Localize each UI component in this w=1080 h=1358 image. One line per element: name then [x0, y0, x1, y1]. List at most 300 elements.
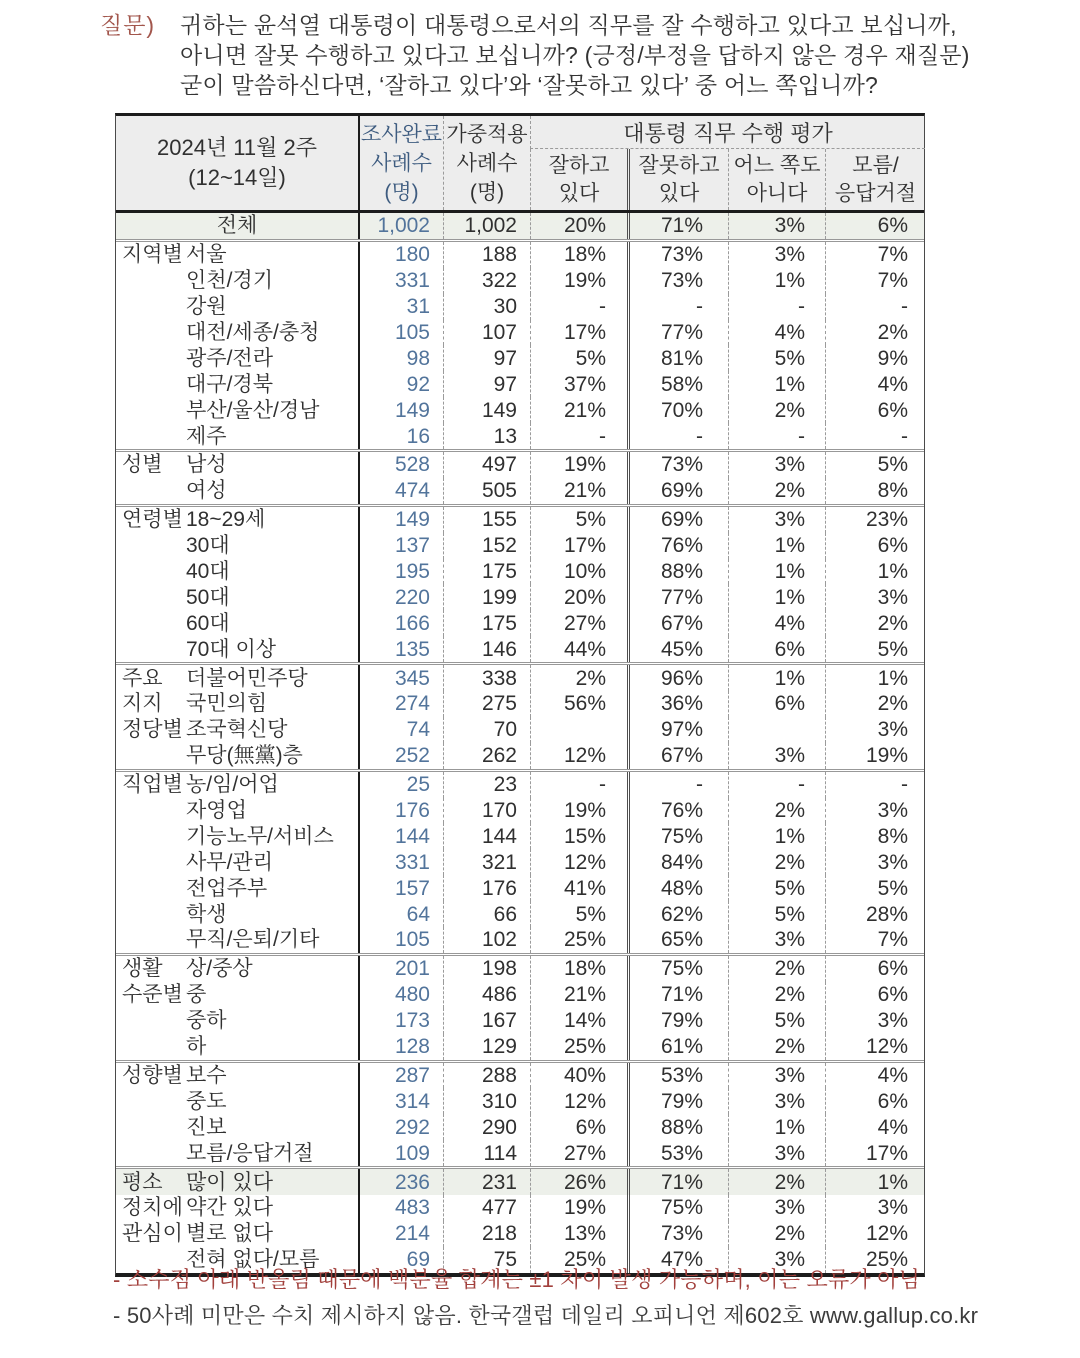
cell-neither: 1% — [728, 533, 825, 559]
group-label: 성별 — [122, 453, 163, 477]
row-label-cell — [116, 823, 358, 849]
header-completed-cases: 조사완료 사례수 (명) — [358, 116, 443, 210]
cell-approve: - — [530, 294, 627, 320]
row-label: 18~29세 — [186, 508, 266, 532]
cell-approve: 12% — [530, 849, 627, 875]
cell-approve: 18% — [530, 956, 627, 982]
cell-disapprove: 75% — [627, 823, 728, 849]
cell-dontknow: 7% — [825, 927, 925, 953]
cell-weighted: 505 — [443, 478, 530, 504]
cell-approve: 18% — [530, 242, 627, 268]
cell-disapprove: 73% — [627, 1221, 728, 1247]
table-row — [116, 397, 924, 423]
row-label-cell — [116, 717, 358, 743]
cell-neither: - — [728, 294, 825, 320]
row-label-cell — [116, 798, 358, 824]
cell-disapprove: 76% — [627, 533, 728, 559]
cell-weighted: 66 — [443, 901, 530, 927]
cell-completed: 137 — [358, 533, 443, 559]
table-section — [116, 953, 924, 1060]
table-row — [116, 533, 924, 559]
cell-weighted: 288 — [443, 1063, 530, 1089]
question-line: 귀하는 윤석열 대통령이 대통령으로서의 직무를 잘 수행하고 있다고 보십니까, — [180, 12, 957, 38]
cell-dontknow: 4% — [825, 371, 925, 397]
row-label: 70대 이상 — [186, 637, 277, 661]
cell-disapprove: 75% — [627, 956, 728, 982]
cell-dontknow: 2% — [825, 320, 925, 346]
cell-disapprove: 67% — [627, 610, 728, 636]
header-evaluation: 대통령 직무 수행 평가 — [530, 116, 925, 149]
cell-weighted: 102 — [443, 927, 530, 953]
cell-weighted: 13 — [443, 423, 530, 449]
row-label-cell — [116, 691, 358, 717]
row-label-cell — [116, 1008, 358, 1034]
cell-completed: 292 — [358, 1114, 443, 1140]
cell-neither: 4% — [728, 320, 825, 346]
cell-dontknow: - — [825, 772, 925, 798]
cell-neither: 1% — [728, 665, 825, 691]
group-label: 성향별 — [122, 1063, 183, 1087]
row-label-cell — [116, 875, 358, 901]
cell-completed: 220 — [358, 584, 443, 610]
cell-disapprove: 77% — [627, 584, 728, 610]
cell-disapprove: 70% — [627, 397, 728, 423]
cell-dontknow: 6% — [825, 956, 925, 982]
cell-weighted: 176 — [443, 875, 530, 901]
table-row — [116, 242, 924, 268]
row-label-cell — [116, 371, 358, 397]
header-approve: 잘하고 있다 — [530, 149, 627, 210]
cell-neither: 1% — [728, 1114, 825, 1140]
cell-neither: 1% — [728, 584, 825, 610]
cell-neither: 3% — [728, 507, 825, 533]
table-section — [116, 449, 924, 504]
table-row — [116, 849, 924, 875]
cell-weighted: 75 — [443, 1247, 530, 1273]
row-label-cell — [116, 636, 358, 662]
table-row — [116, 772, 924, 798]
table-row — [116, 1088, 924, 1114]
cell-neither: 5% — [728, 875, 825, 901]
table-row — [116, 1008, 924, 1034]
row-label: 농/임/어업 — [186, 773, 279, 797]
row-label-cell — [116, 584, 358, 610]
row-label-cell — [116, 982, 358, 1008]
cell-disapprove: 69% — [627, 478, 728, 504]
row-label-cell — [116, 927, 358, 953]
row-label: 부산/울산/경남 — [186, 398, 320, 422]
cell-completed: 528 — [358, 452, 443, 478]
row-label-cell — [116, 320, 358, 346]
cell-completed: 274 — [358, 691, 443, 717]
cell-approve: 21% — [530, 397, 627, 423]
row-label-cell — [116, 533, 358, 559]
group-label: 정당별 — [122, 718, 183, 742]
row-label: 중 — [186, 983, 207, 1007]
row-label-cell — [116, 268, 358, 294]
row-label-cell — [116, 956, 358, 982]
cell-neither: 3% — [728, 1063, 825, 1089]
cell-disapprove: 88% — [627, 559, 728, 585]
cell-disapprove: 88% — [627, 1114, 728, 1140]
cell-neither: 2% — [728, 849, 825, 875]
cell-completed: 214 — [358, 1221, 443, 1247]
header-weighted-cases: 가중적용 사례수 (명) — [443, 116, 530, 210]
table-section — [116, 504, 924, 662]
cell-dontknow: 28% — [825, 901, 925, 927]
cell-completed: 98 — [358, 345, 443, 371]
cell-weighted: 497 — [443, 452, 530, 478]
cell-weighted: 199 — [443, 584, 530, 610]
header-period: 2024년 11월 2주 (12~14일) — [157, 135, 317, 190]
row-label: 전혀 없다/모름 — [186, 1248, 320, 1272]
row-label: 중도 — [186, 1089, 227, 1113]
table-row — [116, 1195, 924, 1221]
table-row — [116, 452, 924, 478]
cell-completed: 345 — [358, 665, 443, 691]
cell-completed: 314 — [358, 1088, 443, 1114]
cell-dontknow: 6% — [825, 533, 925, 559]
cell-approve: 19% — [530, 798, 627, 824]
cell-dontknow: 3% — [825, 1008, 925, 1034]
cell-approve: 17% — [530, 320, 627, 346]
row-label-cell — [116, 1063, 358, 1089]
cell-completed: 252 — [358, 743, 443, 769]
cell-approve: 12% — [530, 743, 627, 769]
cell-disapprove: 69% — [627, 507, 728, 533]
cell-approve: 12% — [530, 1088, 627, 1114]
table-row — [116, 982, 924, 1008]
cell-approve: 25% — [530, 1034, 627, 1060]
cell-weighted: 107 — [443, 320, 530, 346]
table-row — [116, 610, 924, 636]
cell-disapprove: 79% — [627, 1008, 728, 1034]
cell-neither: 2% — [728, 1169, 825, 1195]
row-label: 진보 — [186, 1115, 227, 1139]
row-label: 기능노무/서비스 — [186, 824, 334, 848]
cell-dontknow: 4% — [825, 1063, 925, 1089]
group-label: 정치에 — [122, 1196, 183, 1220]
cell-completed: 149 — [358, 397, 443, 423]
cell-approve: 5% — [530, 345, 627, 371]
group-label: 평소 — [122, 1170, 163, 1194]
cell-dontknow: 6% — [825, 982, 925, 1008]
cell-weighted: 231 — [443, 1169, 530, 1195]
cell-weighted: 477 — [443, 1195, 530, 1221]
cell-disapprove: 77% — [627, 320, 728, 346]
row-label-cell — [116, 610, 358, 636]
cell-weighted: 486 — [443, 982, 530, 1008]
cell-completed: 144 — [358, 823, 443, 849]
question-line: 아니면 잘못 수행하고 있다고 보십니까? (긍정/부정을 답하지 않은 경우 재질문) — [180, 42, 970, 68]
cell-dontknow: 12% — [825, 1034, 925, 1060]
cell-disapprove: 71% — [627, 1169, 728, 1195]
table-row — [116, 584, 924, 610]
cell-dontknow: 2% — [825, 691, 925, 717]
cell-approve: 21% — [530, 982, 627, 1008]
cell-approve: 25% — [530, 927, 627, 953]
cell-weighted: 167 — [443, 1008, 530, 1034]
row-label-cell — [116, 1114, 358, 1140]
cell-neither: 3% — [728, 1195, 825, 1221]
footnote-rounding: - 소수점 아래 반올림 때문에 백분율 합계는 ±1 차이 발생 가능하며, 이는 오류가 아님 — [113, 1267, 921, 1292]
cell-approve: 19% — [530, 452, 627, 478]
cell-neither: 1% — [728, 268, 825, 294]
cell-completed: 331 — [358, 268, 443, 294]
row-label-cell — [116, 507, 358, 533]
row-label: 사무/관리 — [186, 850, 273, 874]
row-label: 많이 있다 — [186, 1170, 273, 1194]
row-label-cell — [116, 1034, 358, 1060]
cell-approve: 21% — [530, 478, 627, 504]
table-row — [116, 423, 924, 449]
cell-disapprove: 81% — [627, 345, 728, 371]
table-row — [116, 798, 924, 824]
cell-completed: 25 — [358, 772, 443, 798]
cell-disapprove: 73% — [627, 452, 728, 478]
cell-completed: 287 — [358, 1063, 443, 1089]
cell-neither: 1% — [728, 823, 825, 849]
row-label: 국민의힘 — [186, 692, 268, 716]
cell-approve: 19% — [530, 1195, 627, 1221]
cell-completed: 195 — [358, 559, 443, 585]
row-label: 하 — [186, 1035, 207, 1059]
row-label: 중하 — [186, 1009, 227, 1033]
row-label: 강원 — [186, 295, 227, 319]
table-row — [116, 743, 924, 769]
cell-disapprove: 97% — [627, 717, 728, 743]
cell-disapprove: 75% — [627, 1195, 728, 1221]
row-label: 학생 — [186, 902, 227, 926]
table-row — [116, 268, 924, 294]
cell-weighted: 149 — [443, 397, 530, 423]
cell-neither: 1% — [728, 559, 825, 585]
cell-dontknow: 3% — [825, 798, 925, 824]
row-label: 남성 — [186, 453, 227, 477]
cell-disapprove: - — [627, 423, 728, 449]
group-label: 수준별 — [122, 983, 183, 1007]
cell-approve — [530, 717, 627, 743]
row-label: 30대 — [186, 534, 230, 558]
footnote-source: - 50사례 미만은 수치 제시하지 않음. 한국갤럽 데일리 오피니언 제602호 www.gallup.co.kr — [113, 1303, 979, 1328]
cell-disapprove: 65% — [627, 927, 728, 953]
cell-completed: 166 — [358, 610, 443, 636]
cell-disapprove: 96% — [627, 665, 728, 691]
row-label-cell — [116, 242, 358, 268]
cell-approve: - — [530, 772, 627, 798]
cell-disapprove: 61% — [627, 1034, 728, 1060]
cell-disapprove: 53% — [627, 1063, 728, 1089]
cell-approve: 20% — [530, 213, 627, 239]
cell-neither: 2% — [728, 1034, 825, 1060]
row-label: 전체 — [216, 214, 258, 238]
cell-completed: 128 — [358, 1034, 443, 1060]
cell-approve: 19% — [530, 268, 627, 294]
row-label-cell — [116, 559, 358, 585]
cell-dontknow: 12% — [825, 1221, 925, 1247]
cell-completed: 64 — [358, 901, 443, 927]
cell-disapprove: 84% — [627, 849, 728, 875]
cell-weighted: 218 — [443, 1221, 530, 1247]
cell-neither: 6% — [728, 636, 825, 662]
cell-dontknow: 1% — [825, 559, 925, 585]
row-label: 자영업 — [186, 799, 247, 823]
cell-dontknow: - — [825, 423, 925, 449]
question-text — [180, 10, 970, 100]
table-row — [116, 1034, 924, 1060]
cell-completed: 105 — [358, 927, 443, 953]
cell-completed: 176 — [358, 798, 443, 824]
group-label: 생활 — [122, 957, 163, 981]
cell-weighted: 97 — [443, 371, 530, 397]
cell-neither: 5% — [728, 901, 825, 927]
table-row — [116, 823, 924, 849]
row-label: 조국혁신당 — [186, 718, 288, 742]
cell-approve: 15% — [530, 823, 627, 849]
cell-approve: 14% — [530, 1008, 627, 1034]
cell-weighted: 322 — [443, 268, 530, 294]
cell-completed: 135 — [358, 636, 443, 662]
cell-approve: 5% — [530, 901, 627, 927]
cell-disapprove: 58% — [627, 371, 728, 397]
cell-approve: 20% — [530, 584, 627, 610]
row-label-cell — [116, 478, 358, 504]
row-label: 무직/은퇴/기타 — [186, 928, 320, 952]
cell-weighted: 144 — [443, 823, 530, 849]
cell-completed: 149 — [358, 507, 443, 533]
cell-weighted: 70 — [443, 717, 530, 743]
cell-dontknow: 8% — [825, 823, 925, 849]
cell-weighted: 170 — [443, 798, 530, 824]
cell-neither — [728, 717, 825, 743]
cell-completed: 69 — [358, 1247, 443, 1273]
cell-dontknow: 1% — [825, 665, 925, 691]
cell-weighted: 114 — [443, 1140, 530, 1166]
table-row — [116, 559, 924, 585]
cell-dontknow: 2% — [825, 610, 925, 636]
cell-disapprove: 73% — [627, 242, 728, 268]
cell-completed: 1,002 — [358, 213, 443, 239]
cell-approve: 2% — [530, 665, 627, 691]
cell-neither: - — [728, 423, 825, 449]
row-label: 서울 — [186, 243, 227, 267]
cell-dontknow: 6% — [825, 397, 925, 423]
cell-neither: 5% — [728, 1008, 825, 1034]
cell-disapprove: 62% — [627, 901, 728, 927]
cell-approve: 26% — [530, 1169, 627, 1195]
cell-neither: 2% — [728, 1221, 825, 1247]
cell-approve: 41% — [530, 875, 627, 901]
row-label-cell — [116, 743, 358, 769]
table-row — [116, 1063, 924, 1089]
cell-weighted: 152 — [443, 533, 530, 559]
cell-disapprove: 53% — [627, 1140, 728, 1166]
cell-weighted: 129 — [443, 1034, 530, 1060]
row-label-cell — [116, 1195, 358, 1221]
cell-completed: 74 — [358, 717, 443, 743]
group-label: 지지 — [122, 692, 163, 716]
cell-completed: 16 — [358, 423, 443, 449]
cell-approve: 27% — [530, 610, 627, 636]
question-label: 질문) — [100, 12, 156, 38]
cell-dontknow: 7% — [825, 242, 925, 268]
cell-neither: 5% — [728, 345, 825, 371]
cell-dontknow: 5% — [825, 452, 925, 478]
cell-approve: 10% — [530, 559, 627, 585]
group-label: 직업별 — [122, 773, 183, 797]
cell-neither: 3% — [728, 242, 825, 268]
row-label-cell — [116, 901, 358, 927]
cell-dontknow: - — [825, 294, 925, 320]
question-line: 굳이 말씀하신다면, ‘잘하고 있다’와 ‘잘못하고 있다’ 중 어느 쪽입니까? — [180, 72, 878, 98]
row-label-cell — [116, 294, 358, 320]
cell-approve: 37% — [530, 371, 627, 397]
table-row — [116, 478, 924, 504]
table-row — [116, 956, 924, 982]
header-disapprove: 잘못하고 있다 — [627, 149, 728, 210]
cell-approve: 5% — [530, 507, 627, 533]
group-label: 지역별 — [122, 243, 183, 267]
question-block — [100, 10, 1000, 100]
cell-neither: 4% — [728, 610, 825, 636]
row-label: 대구/경북 — [186, 372, 273, 396]
cell-weighted: 23 — [443, 772, 530, 798]
cell-dontknow: 1% — [825, 1169, 925, 1195]
cell-approve: 27% — [530, 1140, 627, 1166]
cell-approve: 44% — [530, 636, 627, 662]
group-label: 연령별 — [122, 508, 183, 532]
row-label: 보수 — [186, 1063, 227, 1087]
cell-completed: 105 — [358, 320, 443, 346]
row-label-cell — [116, 1140, 358, 1166]
table-row — [116, 507, 924, 533]
cell-weighted: 290 — [443, 1114, 530, 1140]
cell-completed: 474 — [358, 478, 443, 504]
cell-neither: 6% — [728, 691, 825, 717]
cell-approve: 25% — [530, 1247, 627, 1273]
row-label-cell — [116, 772, 358, 798]
cell-dontknow: 19% — [825, 743, 925, 769]
cell-disapprove: 45% — [627, 636, 728, 662]
cell-neither: 3% — [728, 452, 825, 478]
cell-dontknow: 25% — [825, 1247, 925, 1273]
table-section — [116, 213, 924, 239]
cell-dontknow: 5% — [825, 636, 925, 662]
cell-dontknow: 6% — [825, 213, 925, 239]
footnotes — [113, 1262, 1043, 1334]
row-label: 상/중상 — [186, 957, 253, 981]
row-label: 모름/응답거절 — [186, 1141, 314, 1165]
table-row — [116, 320, 924, 346]
cell-completed: 31 — [358, 294, 443, 320]
cell-weighted: 262 — [443, 743, 530, 769]
cell-neither: 3% — [728, 213, 825, 239]
cell-weighted: 146 — [443, 636, 530, 662]
cell-disapprove: 47% — [627, 1247, 728, 1273]
table-section — [116, 662, 924, 769]
cell-neither: - — [728, 772, 825, 798]
row-label-cell — [116, 665, 358, 691]
cell-completed: 157 — [358, 875, 443, 901]
cell-completed: 483 — [358, 1195, 443, 1221]
cell-weighted: 310 — [443, 1088, 530, 1114]
row-label: 별로 없다 — [186, 1222, 273, 1246]
row-label-cell — [116, 849, 358, 875]
table-body — [116, 213, 924, 1273]
cell-neither: 2% — [728, 982, 825, 1008]
cell-completed: 331 — [358, 849, 443, 875]
row-label: 제주 — [186, 424, 227, 448]
